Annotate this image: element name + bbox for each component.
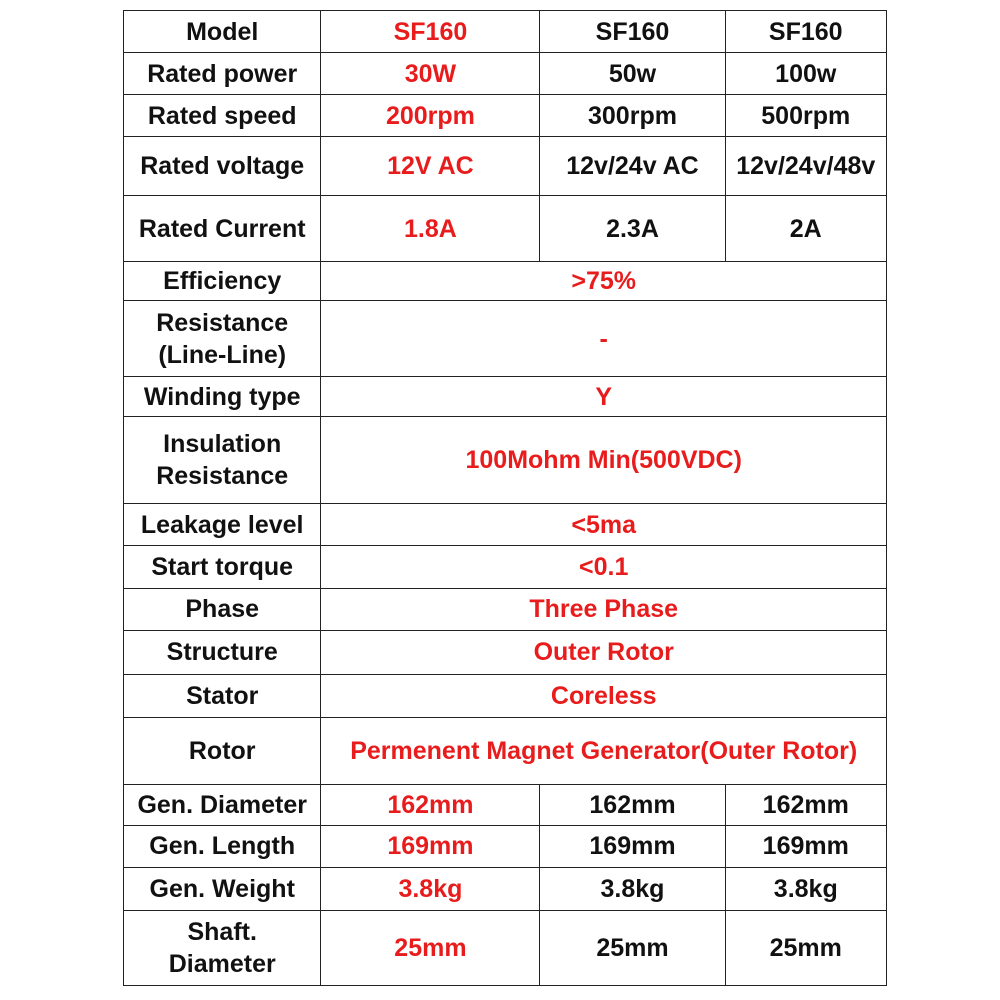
label-resistance-line2: (Line-Line) [158, 340, 287, 369]
voltage-col1: 12V AC [321, 137, 540, 196]
label-resistance-line1: Resistance [156, 308, 289, 337]
phase-value: Three Phase [321, 589, 887, 630]
row-rated-speed [124, 95, 887, 137]
row-shaft-diameter [124, 910, 887, 985]
power-col2: 50w [540, 53, 725, 95]
shaft-col1: 25mm [321, 910, 540, 985]
row-gen-weight [124, 867, 887, 910]
label-efficiency: Efficiency [124, 262, 321, 301]
label-gen-diameter: Gen. Diameter [124, 784, 321, 825]
shaft-col2: 25mm [540, 910, 725, 985]
label-insulation-line1: Insulation [163, 430, 282, 459]
row-efficiency [124, 262, 887, 301]
row-winding-type [124, 377, 887, 417]
row-rated-voltage [124, 137, 887, 196]
model-col1: SF160 [321, 11, 540, 53]
voltage-col2: 12v/24v AC [540, 137, 725, 196]
label-shaft-diameter [124, 910, 321, 985]
label-leakage: Leakage level [124, 504, 321, 546]
label-stator: Stator [124, 674, 321, 717]
label-rated-power: Rated power [124, 53, 321, 95]
weight-col2: 3.8kg [540, 867, 725, 910]
row-start-torque [124, 546, 887, 589]
row-resistance [124, 301, 887, 377]
spec-table [123, 10, 887, 986]
label-rotor: Rotor [124, 717, 321, 784]
label-shaft-line2: Diameter [168, 949, 276, 978]
label-start-torque: Start torque [124, 546, 321, 589]
diameter-col1: 162mm [321, 784, 540, 825]
efficiency-value: >75% [321, 262, 887, 301]
current-col3: 2A [725, 196, 886, 262]
resistance-value: - [321, 301, 887, 377]
row-stator [124, 674, 887, 717]
current-col1: 1.8A [321, 196, 540, 262]
shaft-col3: 25mm [725, 910, 886, 985]
torque-value: <0.1 [321, 546, 887, 589]
speed-col2: 300rpm [540, 95, 725, 137]
label-rated-speed: Rated speed [124, 95, 321, 137]
current-col2: 2.3A [540, 196, 725, 262]
row-leakage [124, 504, 887, 546]
label-insulation-line2: Resistance [156, 462, 289, 491]
label-rated-voltage: Rated voltage [124, 137, 321, 196]
length-col1: 169mm [321, 825, 540, 867]
label-structure: Structure [124, 630, 321, 674]
length-col2: 169mm [540, 825, 725, 867]
row-rotor [124, 717, 887, 784]
model-col2: SF160 [540, 11, 725, 53]
weight-col3: 3.8kg [725, 867, 886, 910]
label-phase: Phase [124, 589, 321, 630]
row-gen-length [124, 825, 887, 867]
label-resistance [124, 301, 321, 377]
row-model [124, 11, 887, 53]
speed-col3: 500rpm [725, 95, 886, 137]
leakage-value: <5ma [321, 504, 887, 546]
length-col3: 169mm [725, 825, 886, 867]
insulation-value: 100Mohm Min(500VDC) [321, 417, 887, 504]
row-rated-current [124, 196, 887, 262]
row-phase [124, 589, 887, 630]
label-gen-weight: Gen. Weight [124, 867, 321, 910]
label-insulation [124, 417, 321, 504]
label-gen-length: Gen. Length [124, 825, 321, 867]
rotor-value: Permenent Magnet Generator(Outer Rotor) [321, 717, 887, 784]
power-col3: 100w [725, 53, 886, 95]
speed-col1: 200rpm [321, 95, 540, 137]
label-model: Model [124, 11, 321, 53]
row-structure [124, 630, 887, 674]
structure-value: Outer Rotor [321, 630, 887, 674]
diameter-col2: 162mm [540, 784, 725, 825]
stator-value: Coreless [321, 674, 887, 717]
power-col1: 30W [321, 53, 540, 95]
row-gen-diameter [124, 784, 887, 825]
voltage-col3: 12v/24v/48v [725, 137, 886, 196]
label-rated-current: Rated Current [124, 196, 321, 262]
model-col3: SF160 [725, 11, 886, 53]
row-rated-power [124, 53, 887, 95]
label-winding-type: Winding type [124, 377, 321, 417]
label-shaft-line1: Shaft. [187, 917, 257, 946]
row-insulation [124, 417, 887, 504]
weight-col1: 3.8kg [321, 867, 540, 910]
winding-value: Y [321, 377, 887, 417]
diameter-col3: 162mm [725, 784, 886, 825]
